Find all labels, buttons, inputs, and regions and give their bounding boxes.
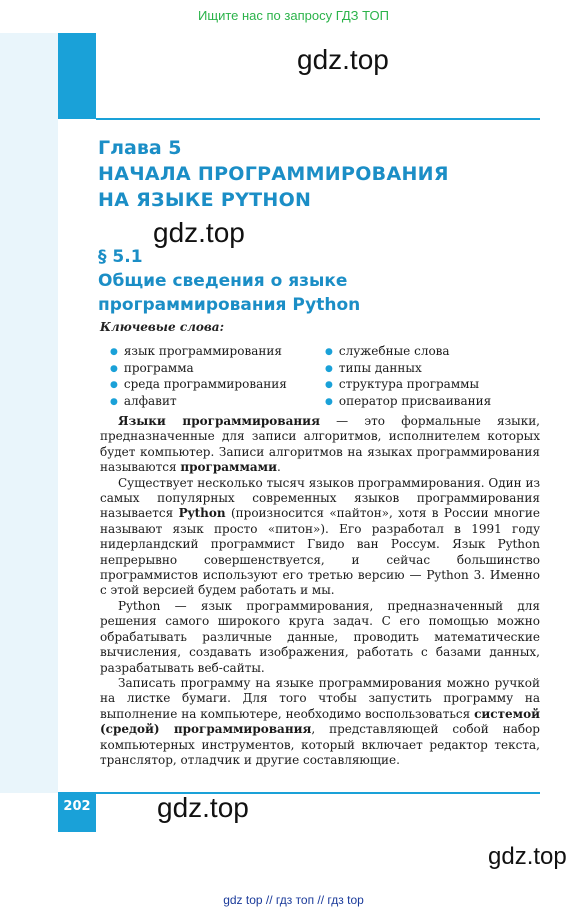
paragraph <box>100 414 540 476</box>
bullet-icon: ● <box>110 396 118 407</box>
section-heading <box>98 245 360 317</box>
list-item <box>325 377 491 394</box>
term: программами <box>180 460 278 475</box>
paragraph-text: . <box>277 460 281 475</box>
list-item <box>325 394 491 411</box>
list-item <box>325 344 491 361</box>
section-title-line1: Общие сведения о языке <box>98 271 348 291</box>
bullet-icon: ● <box>110 380 118 390</box>
keyword: язык программирования <box>123 344 282 358</box>
watermark: gdz.top <box>157 792 249 823</box>
paragraph-text: Записать программу на языке программирования можно ручкой на листке бумаги. Для того чтобы запустить программу на выполнение на компьютере, необходимо воспользоваться <box>100 675 540 721</box>
side-strip <box>0 33 58 793</box>
keyword: оператор присваивания <box>338 393 492 408</box>
list-item <box>110 394 287 411</box>
paragraph-text: Существует несколько тысяч языков программирования. Один из самых популярных современных языков программирования называется <box>100 475 540 521</box>
footer-links[interactable]: gdz top // гдз топ // гдз top <box>223 893 364 907</box>
bullet-icon: ● <box>325 363 333 374</box>
keyword: типы данных <box>338 360 422 375</box>
paragraph-text: (произносится «пайтон», хотя в России многие называют язык просто «питон»). Его разработал в 1991 году нидерландский программист Гвидо ван Россум. Язык Python непрерывно совершенствуется, и сейчас большинство программистов используют его третью версию — Python 3. Именно с этой версией будем работать и мы. <box>100 506 540 598</box>
list-item <box>110 377 287 394</box>
paragraph <box>100 676 540 768</box>
section-number: § 5.1 <box>98 247 143 267</box>
term: Языки программирования <box>118 414 320 428</box>
header-accent-block <box>58 33 96 119</box>
body-text <box>100 414 540 768</box>
top-banner[interactable]: Ищите нас по запросу ГДЗ ТОП <box>198 8 389 23</box>
chapter-title-line1: НАЧАЛА ПРОГРАММИРОВАНИЯ <box>98 163 449 185</box>
header-rule <box>96 118 540 120</box>
keywords-label: Ключевые слова: <box>100 320 225 334</box>
bullet-icon: ● <box>325 380 333 390</box>
bullet-icon: ● <box>325 347 333 357</box>
keyword: служебные слова <box>338 344 450 358</box>
watermark: gdz.top <box>153 217 245 248</box>
chapter-heading <box>98 135 449 213</box>
page-number: 202 <box>63 799 91 814</box>
section-title-line2: программирования Python <box>98 295 361 315</box>
keyword: структура программы <box>338 377 480 391</box>
list-item <box>110 344 287 361</box>
chapter-number: Глава 5 <box>98 137 182 159</box>
paragraph-text: — это формальные языки, предназначенные для записи алгоритмов, исполнителем которых будет компьютер. Записи алгоритмов на языках программирования называются <box>100 414 541 475</box>
paragraph-text: , представляющей собой набор компьютерных инструментов, который включает редактор текста, транслятор, отладчик и другие составляющие. <box>100 722 540 767</box>
keywords-column-2 <box>325 344 491 410</box>
list-item <box>325 361 491 378</box>
keyword: программа <box>123 360 194 375</box>
chapter-title-line2: НА ЯЗЫКЕ PYTHON <box>98 189 312 211</box>
paragraph <box>100 476 540 599</box>
bullet-icon: ● <box>110 347 118 357</box>
bullet-icon: ● <box>110 363 118 374</box>
term: Python <box>178 506 226 521</box>
keyword: алфавит <box>123 393 177 408</box>
bullet-icon: ● <box>325 396 333 407</box>
keywords-label-text: Ключевые слова <box>100 320 220 334</box>
list-item <box>110 361 287 378</box>
keywords-column-1 <box>110 344 287 410</box>
paragraph-text: Python — язык программирования, предназначенный для решения самого широкого круга задач. С его помощью можно обрабатывать различные данные, проводить математические вычисления, создавать изображения, работать с базами данных, разрабатывать веб-сайты. <box>100 598 540 675</box>
term: системой (средой) программирования <box>100 706 540 737</box>
paragraph <box>100 599 540 676</box>
watermark: gdz.top <box>488 843 567 870</box>
watermark: gdz.top <box>297 44 389 75</box>
keyword: среда программирования <box>123 377 287 391</box>
